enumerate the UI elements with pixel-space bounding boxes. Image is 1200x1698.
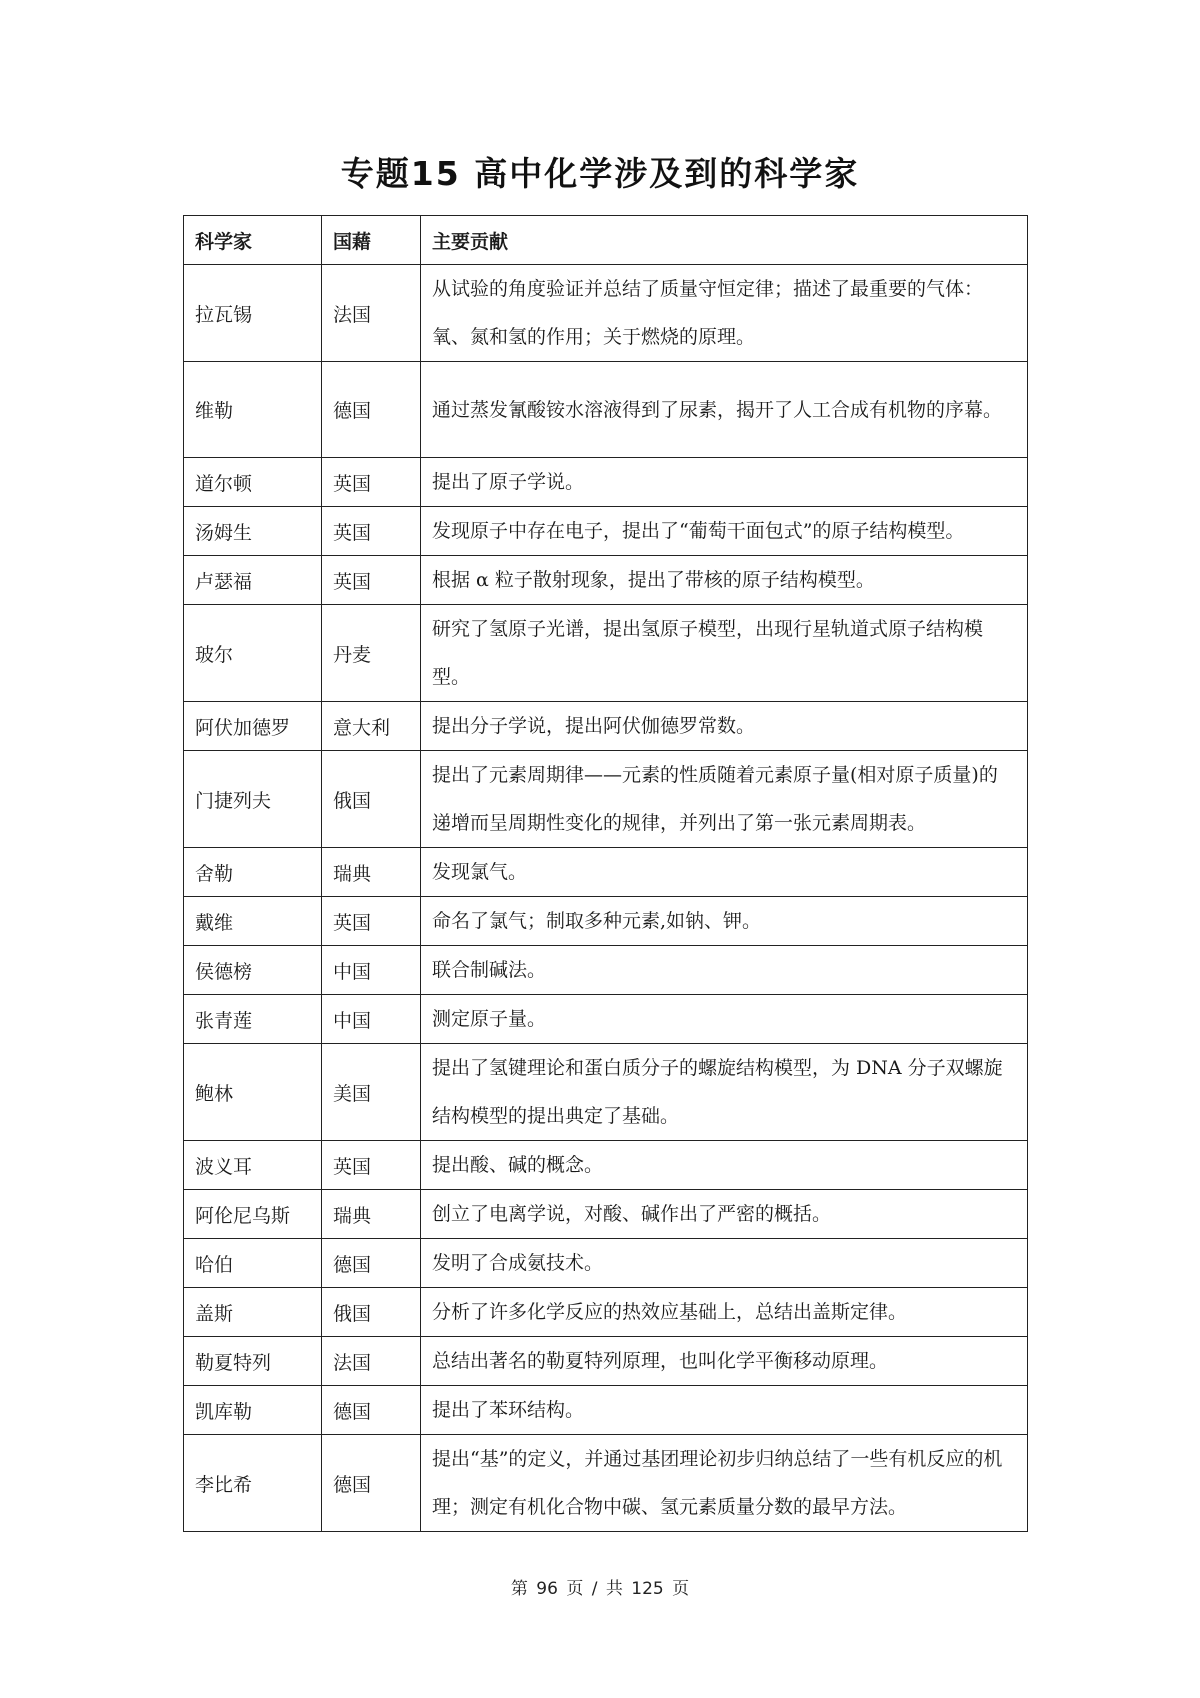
cell-scientist: 侯德榜 — [184, 946, 322, 995]
cell-scientist: 拉瓦锡 — [184, 265, 322, 362]
table-row — [184, 556, 1028, 605]
cell-country: 瑞典 — [322, 1190, 421, 1239]
table-header-row — [184, 216, 1028, 265]
cell-contribution: 发现原子中存在电子，提出了“葡萄干面包式”的原子结构模型。 — [421, 507, 1028, 556]
header-country: 国藉 — [322, 216, 421, 265]
cell-country: 英国 — [322, 1141, 421, 1190]
table-row — [184, 751, 1028, 848]
cell-country: 俄国 — [322, 751, 421, 848]
table-row — [184, 946, 1028, 995]
cell-contribution: 总结出著名的勒夏特列原理，也叫化学平衡移动原理。 — [421, 1337, 1028, 1386]
table-row — [184, 1044, 1028, 1141]
table-row — [184, 995, 1028, 1044]
table-body — [184, 265, 1028, 1532]
table-row — [184, 702, 1028, 751]
cell-scientist: 汤姆生 — [184, 507, 322, 556]
cell-scientist: 门捷列夫 — [184, 751, 322, 848]
cell-scientist: 道尔顿 — [184, 458, 322, 507]
scientists-table — [183, 215, 1028, 1532]
table-row — [184, 1239, 1028, 1288]
table-row — [184, 458, 1028, 507]
cell-contribution: 提出了氢键理论和蛋白质分子的螺旋结构模型，为 DNA 分子双螺旋结构模型的提出典定了基础。 — [421, 1044, 1028, 1141]
cell-contribution: 研究了氢原子光谱，提出氢原子模型，出现行星轨道式原子结构模型。 — [421, 605, 1028, 702]
cell-scientist: 阿伏加德罗 — [184, 702, 322, 751]
cell-country: 德国 — [322, 1386, 421, 1435]
cell-contribution: 命名了氯气；制取多种元素,如钠、钾。 — [421, 897, 1028, 946]
cell-country: 英国 — [322, 507, 421, 556]
table-row — [184, 507, 1028, 556]
cell-contribution: 提出了原子学说。 — [421, 458, 1028, 507]
cell-scientist: 舍勒 — [184, 848, 322, 897]
cell-country: 英国 — [322, 556, 421, 605]
cell-contribution: 从试验的角度验证并总结了质量守恒定律；描述了最重要的气体：氧、氮和氢的作用；关于燃烧的原理。 — [421, 265, 1028, 362]
cell-country: 瑞典 — [322, 848, 421, 897]
cell-contribution: 测定原子量。 — [421, 995, 1028, 1044]
cell-country: 德国 — [322, 1435, 421, 1532]
cell-scientist: 张青莲 — [184, 995, 322, 1044]
table-row — [184, 1386, 1028, 1435]
table-row — [184, 848, 1028, 897]
cell-scientist: 凯库勒 — [184, 1386, 322, 1435]
cell-contribution: 根据 α 粒子散射现象，提出了带核的原子结构模型。 — [421, 556, 1028, 605]
cell-scientist: 维勒 — [184, 362, 322, 458]
table-row — [184, 362, 1028, 458]
table-row — [184, 1337, 1028, 1386]
cell-contribution: 联合制碱法。 — [421, 946, 1028, 995]
cell-country: 法国 — [322, 1337, 421, 1386]
cell-country: 法国 — [322, 265, 421, 362]
table-row — [184, 605, 1028, 702]
cell-contribution: 创立了电离学说，对酸、碱作出了严密的概括。 — [421, 1190, 1028, 1239]
table-row — [184, 1288, 1028, 1337]
cell-contribution: 提出了苯环结构。 — [421, 1386, 1028, 1435]
cell-scientist: 卢瑟福 — [184, 556, 322, 605]
cell-contribution: 提出酸、碱的概念。 — [421, 1141, 1028, 1190]
cell-scientist: 哈伯 — [184, 1239, 322, 1288]
table-row — [184, 1190, 1028, 1239]
cell-scientist: 李比希 — [184, 1435, 322, 1532]
table-row — [184, 1141, 1028, 1190]
page-title: 专题15 高中化学涉及到的科学家 — [340, 154, 860, 193]
page-footer: 第 96 页 / 共 125 页 — [510, 1579, 690, 1599]
cell-country: 德国 — [322, 362, 421, 458]
cell-country: 英国 — [322, 458, 421, 507]
cell-country: 德国 — [322, 1239, 421, 1288]
cell-scientist: 玻尔 — [184, 605, 322, 702]
cell-scientist: 勒夏特列 — [184, 1337, 322, 1386]
cell-country: 中国 — [322, 946, 421, 995]
cell-country: 英国 — [322, 897, 421, 946]
cell-contribution: 通过蒸发氰酸铵水溶液得到了尿素，揭开了人工合成有机物的序幕。 — [421, 362, 1028, 458]
cell-scientist: 鲍林 — [184, 1044, 322, 1141]
cell-scientist: 戴维 — [184, 897, 322, 946]
cell-contribution: 提出了元素周期律——元素的性质随着元素原子量(相对原子质量)的递增而呈周期性变化的规律，并列出了第一张元素周期表。 — [421, 751, 1028, 848]
table-row — [184, 897, 1028, 946]
cell-contribution: 分析了许多化学反应的热效应基础上，总结出盖斯定律。 — [421, 1288, 1028, 1337]
cell-contribution: 提出分子学说，提出阿伏伽德罗常数。 — [421, 702, 1028, 751]
cell-scientist: 盖斯 — [184, 1288, 322, 1337]
table-row — [184, 265, 1028, 362]
cell-country: 俄国 — [322, 1288, 421, 1337]
cell-country: 美国 — [322, 1044, 421, 1141]
table-row — [184, 1435, 1028, 1532]
cell-country: 意大利 — [322, 702, 421, 751]
header-scientist: 科学家 — [184, 216, 322, 265]
cell-scientist: 波义耳 — [184, 1141, 322, 1190]
cell-contribution: 发明了合成氨技术。 — [421, 1239, 1028, 1288]
cell-contribution: 提出“基”的定义，并通过基团理论初步归纳总结了一些有机反应的机理；测定有机化合物中碳、氢元素质量分数的最早方法。 — [421, 1435, 1028, 1532]
cell-country: 中国 — [322, 995, 421, 1044]
cell-contribution: 发现氯气。 — [421, 848, 1028, 897]
header-contribution: 主要贡献 — [421, 216, 1028, 265]
cell-country: 丹麦 — [322, 605, 421, 702]
cell-scientist: 阿伦尼乌斯 — [184, 1190, 322, 1239]
